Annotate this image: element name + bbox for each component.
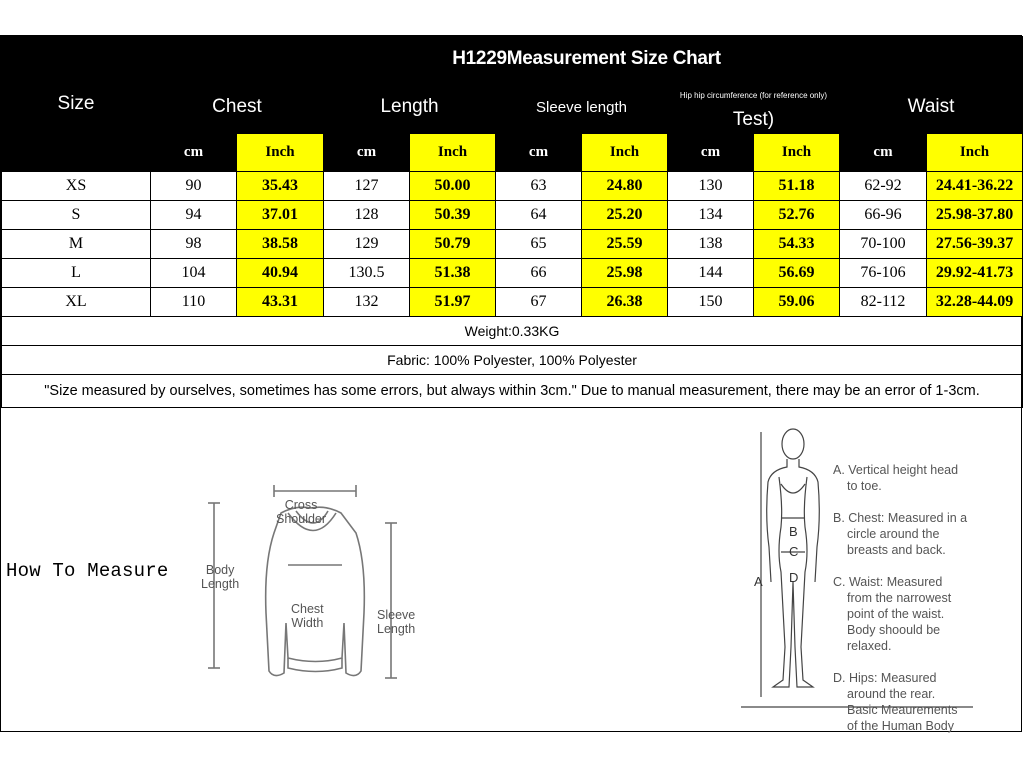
waist-cm: 66-96	[840, 201, 927, 230]
hip-header-big: Test)	[732, 109, 775, 130]
desc-c-line: point of the waist.	[847, 607, 945, 621]
weight-text: Weight:0.33KG	[2, 317, 1023, 346]
length-inch: 50.00	[410, 172, 496, 201]
desc-b-line: breasts and back.	[847, 543, 946, 557]
sleeve-cm: 65	[496, 230, 582, 259]
length-inch: 50.79	[410, 230, 496, 259]
size-chart-sheet	[0, 35, 1022, 732]
hip-cm: 144	[668, 259, 754, 288]
sleeve-inch: 26.38	[582, 288, 668, 317]
sleeve-inch: 25.20	[582, 201, 668, 230]
body-letter-c: C	[789, 544, 799, 559]
desc-d-line: D. Hips: Measured	[833, 671, 937, 685]
how-to-measure-label: How To Measure	[6, 560, 169, 582]
hip-cm: 134	[668, 201, 754, 230]
unit-inch: Inch	[582, 134, 668, 172]
length-cm: 128	[324, 201, 410, 230]
waist-cm: 70-100	[840, 230, 927, 259]
hip-cm: 138	[668, 230, 754, 259]
body-letter-d: D	[789, 570, 799, 585]
body-letter-a: A	[754, 574, 763, 589]
cross-shoulder-line2: Shoulder	[276, 512, 327, 526]
chest-inch: 40.94	[237, 259, 324, 288]
desc-a-line: to toe.	[847, 479, 882, 493]
hip-inch: 54.33	[754, 230, 840, 259]
desc-c-line: from the narrowest	[847, 591, 952, 605]
note-row	[2, 375, 1023, 408]
desc-d-line: around the rear.	[847, 687, 936, 701]
fabric-row	[2, 346, 1023, 375]
desc-c-line: Body shoould be	[847, 623, 941, 637]
hip-inch: 56.69	[754, 259, 840, 288]
size-cell: L	[2, 259, 151, 288]
desc-d-line: Basic Meaurements	[847, 703, 958, 717]
unit-inch: Inch	[410, 134, 496, 172]
waist-inch: 25.98-37.80	[927, 201, 1023, 230]
waist-cm: 76-106	[840, 259, 927, 288]
weight-row	[2, 317, 1023, 346]
body-letter-b: B	[789, 524, 798, 539]
hip-inch: 52.76	[754, 201, 840, 230]
cross-shoulder-label	[276, 498, 326, 526]
chest-cm: 104	[151, 259, 237, 288]
waist-cm: 62-92	[840, 172, 927, 201]
hip-header	[668, 81, 840, 134]
unit-inch: Inch	[927, 134, 1023, 172]
size-cell: XS	[2, 172, 151, 201]
waist-inch: 29.92-41.73	[927, 259, 1023, 288]
size-chart-table	[1, 36, 1023, 408]
hip-inch: 51.18	[754, 172, 840, 201]
desc-b	[833, 510, 983, 558]
length-cm: 127	[324, 172, 410, 201]
hip-header-small: Hip hip circumference (for reference only)	[679, 91, 828, 100]
sleeve-length-label	[377, 608, 415, 636]
hip-inch: 59.06	[754, 288, 840, 317]
desc-b-line: B. Chest: Measured in a	[833, 511, 968, 525]
chest-inch: 38.58	[237, 230, 324, 259]
table-row	[2, 259, 1023, 288]
sleeve-cm: 66	[496, 259, 582, 288]
length-header: Length	[324, 81, 496, 134]
chest-inch: 37.01	[237, 201, 324, 230]
unit-cm: cm	[668, 134, 754, 172]
hip-cm: 130	[668, 172, 754, 201]
waist-inch: 27.56-39.37	[927, 230, 1023, 259]
length-inch: 51.97	[410, 288, 496, 317]
desc-a-line: A. Vertical height head	[833, 463, 959, 477]
table-row	[2, 230, 1023, 259]
sleeve-cm: 67	[496, 288, 582, 317]
size-cell: M	[2, 230, 151, 259]
sleeve-inch: 24.80	[582, 172, 668, 201]
waist-header: Waist	[840, 81, 1023, 134]
unit-cm: cm	[496, 134, 582, 172]
sleeve-length-line2: Length	[377, 622, 416, 636]
body-length-line2: Length	[201, 577, 240, 591]
chest-inch: 35.43	[237, 172, 324, 201]
waist-inch: 24.41-36.22	[927, 172, 1023, 201]
chest-cm: 110	[151, 288, 237, 317]
desc-d-line: of the Human Body	[847, 719, 955, 733]
note-text: "Size measured by ourselves, sometimes has some errors, but always within 3cm." Due to manual measurement, there may be an error of 1-3cm.	[2, 375, 1023, 408]
unit-cm: cm	[840, 134, 927, 172]
table-row	[2, 288, 1023, 317]
chest-inch: 43.31	[237, 288, 324, 317]
length-cm: 129	[324, 230, 410, 259]
length-cm: 132	[324, 288, 410, 317]
chart-title: H1229Measurement Size Chart	[151, 37, 1023, 81]
sleeve-inch: 25.98	[582, 259, 668, 288]
unit-cm: cm	[151, 134, 237, 172]
chest-width-line2: Width	[291, 616, 324, 630]
length-inch: 51.38	[410, 259, 496, 288]
size-cell: S	[2, 201, 151, 230]
sleeve-header: Sleeve length	[496, 81, 668, 134]
body-length-line1: Body	[205, 563, 235, 577]
sleeve-cm: 64	[496, 201, 582, 230]
how-to-measure-section	[1, 408, 1021, 731]
sleeve-cm: 63	[496, 172, 582, 201]
body-length-label	[201, 563, 239, 591]
chest-width-label	[291, 602, 324, 630]
length-inch: 50.39	[410, 201, 496, 230]
table-row	[2, 172, 1023, 201]
chest-cm: 90	[151, 172, 237, 201]
cross-shoulder-line1: Cross	[284, 498, 318, 512]
sleeve-inch: 25.59	[582, 230, 668, 259]
waist-cm: 82-112	[840, 288, 927, 317]
desc-c-line: C. Waist: Measured	[833, 575, 943, 589]
length-cm: 130.5	[324, 259, 410, 288]
unit-inch: Inch	[237, 134, 324, 172]
chest-width-line1: Chest	[291, 602, 324, 616]
fabric-text: Fabric: 100% Polyester, 100% Polyester	[2, 346, 1023, 375]
unit-inch: Inch	[754, 134, 840, 172]
desc-a	[833, 462, 983, 494]
chest-header: Chest	[151, 81, 324, 134]
table-row	[2, 201, 1023, 230]
chest-cm: 98	[151, 230, 237, 259]
desc-c-line: relaxed.	[847, 639, 892, 653]
waist-inch: 32.28-44.09	[927, 288, 1023, 317]
desc-c	[833, 574, 983, 654]
size-header: Size	[2, 37, 151, 172]
desc-b-line: circle around the	[847, 527, 940, 541]
size-cell: XL	[2, 288, 151, 317]
sleeve-length-line1: Sleeve	[377, 608, 416, 622]
unit-cm: cm	[324, 134, 410, 172]
hip-cm: 150	[668, 288, 754, 317]
chest-cm: 94	[151, 201, 237, 230]
desc-d	[833, 670, 983, 734]
